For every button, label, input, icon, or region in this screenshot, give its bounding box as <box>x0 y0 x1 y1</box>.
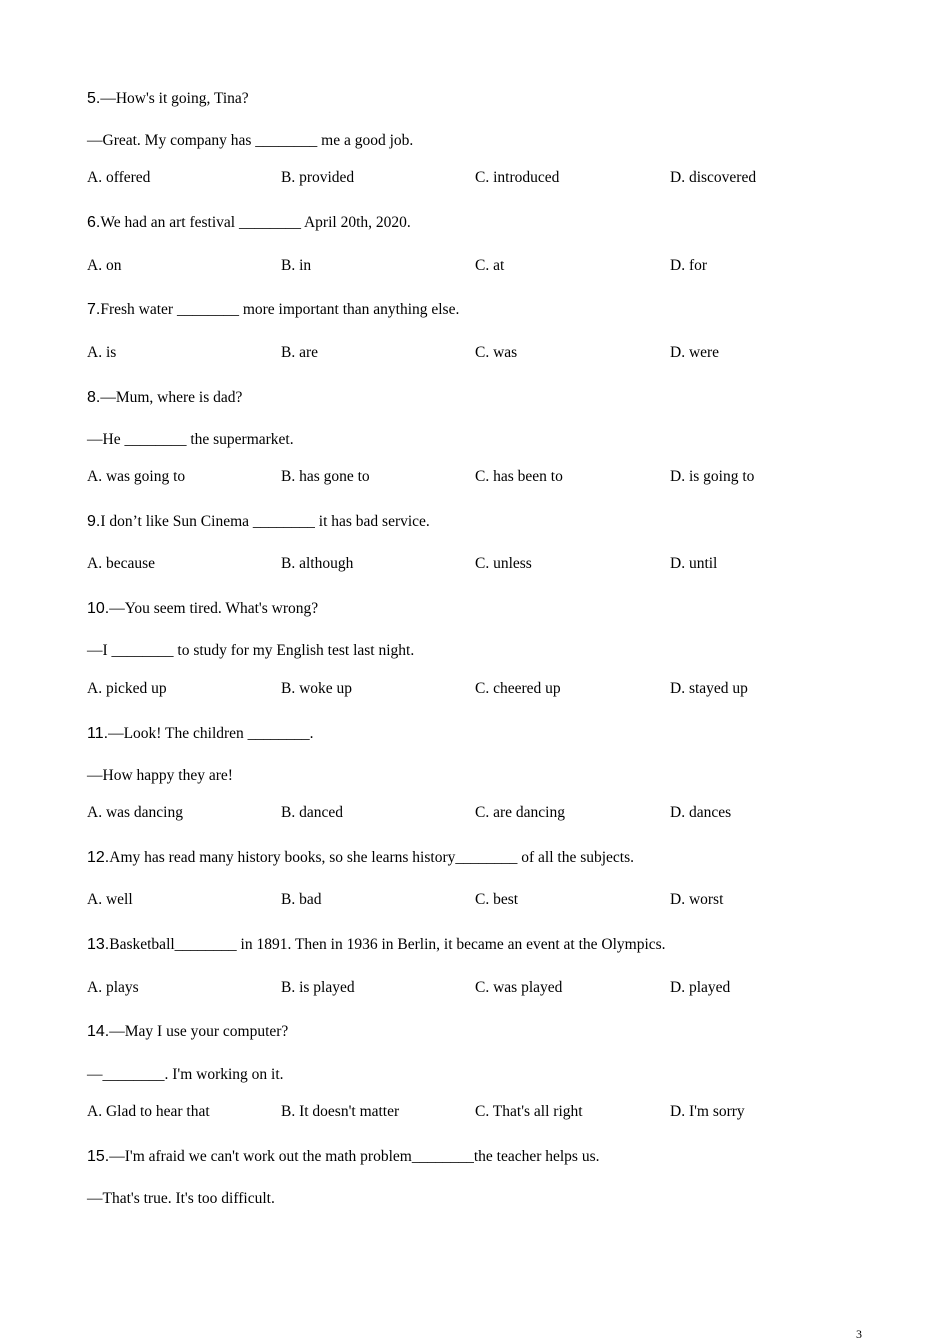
option-c: C. has been to <box>475 468 563 485</box>
question-text: —I'm afraid we can't work out the math problem________the teacher helps us. <box>109 1148 600 1165</box>
question-5-stem <box>87 89 249 109</box>
question-13-stem <box>87 935 666 955</box>
question-number: 11. <box>87 725 109 742</box>
option-d: D. I'm sorry <box>670 1103 745 1120</box>
question-7-stem <box>87 300 459 320</box>
option-d: D. for <box>670 257 708 274</box>
question-8-options <box>87 467 887 487</box>
option-d: D. worst <box>670 891 724 908</box>
question-7-options <box>87 343 887 363</box>
option-d: D. stayed up <box>670 680 748 697</box>
question-text: Amy has read many history books, so she learns history________ of all the subjects. <box>109 849 635 866</box>
question-text: We had an art festival ________ April 20th, 2020. <box>100 214 411 231</box>
option-d: D. is going to <box>670 468 755 485</box>
question-14-options <box>87 1102 887 1122</box>
option-a: A. offered <box>87 169 151 186</box>
option-d: D. dances <box>670 804 732 821</box>
question-12-stem <box>87 848 634 868</box>
question-5-response: —Great. My company has ________ me a good job. <box>87 132 414 149</box>
option-c: C. best <box>475 891 519 908</box>
option-a: A. was dancing <box>87 804 183 821</box>
question-number: 8. <box>87 389 101 406</box>
question-15-response: —That's true. It's too difficult. <box>87 1190 275 1207</box>
question-9-stem <box>87 512 430 532</box>
question-text: —You seem tired. What's wrong? <box>109 600 319 617</box>
question-5-options <box>87 168 887 188</box>
question-8-stem <box>87 388 242 408</box>
question-8-response: —He ________ the supermarket. <box>87 431 294 448</box>
page-number: 3 <box>856 1327 862 1341</box>
question-9-options <box>87 554 887 574</box>
question-14-response: —________. I'm working on it. <box>87 1066 284 1083</box>
question-11-options <box>87 803 887 823</box>
option-c: C. was played <box>475 979 563 996</box>
option-d: D. played <box>670 979 731 996</box>
question-number: 7. <box>87 301 101 318</box>
option-a: A. Glad to hear that <box>87 1103 210 1120</box>
option-c: C. at <box>475 257 505 274</box>
option-c: C. unless <box>475 555 532 572</box>
option-b: B. bad <box>281 891 322 908</box>
question-13-options <box>87 978 887 998</box>
option-b: B. danced <box>281 804 343 821</box>
option-d: D. were <box>670 344 720 361</box>
option-a: A. because <box>87 555 155 572</box>
option-c: C. are dancing <box>475 804 565 821</box>
question-number: 9. <box>87 513 101 530</box>
question-number: 5. <box>87 90 101 107</box>
option-c: C. introduced <box>475 169 560 186</box>
option-d: D. discovered <box>670 169 757 186</box>
option-d: D. until <box>670 555 718 572</box>
option-a: A. on <box>87 257 122 274</box>
question-11-response: —How happy they are! <box>87 767 233 784</box>
question-15-stem <box>87 1147 600 1167</box>
question-number: 10. <box>87 600 110 617</box>
question-text: —May I use your computer? <box>109 1023 289 1040</box>
question-11-stem <box>87 724 314 744</box>
question-number: 14. <box>87 1023 110 1040</box>
option-a: A. picked up <box>87 680 167 697</box>
question-10-response: —I ________ to study for my English test last night. <box>87 642 415 659</box>
question-text: —Look! The children ________. <box>108 725 314 742</box>
question-6-options <box>87 256 887 276</box>
option-b: B. has gone to <box>281 468 370 485</box>
option-c: C. cheered up <box>475 680 561 697</box>
option-b: B. woke up <box>281 680 353 697</box>
option-c: C. That's all right <box>475 1103 583 1120</box>
question-text: I don’t like Sun Cinema ________ it has bad service. <box>100 513 430 530</box>
question-text: —How's it going, Tina? <box>100 90 249 107</box>
question-text: —Mum, where is dad? <box>100 389 243 406</box>
option-a: A. well <box>87 891 133 908</box>
option-a: A. plays <box>87 979 139 996</box>
question-10-stem <box>87 599 318 619</box>
question-14-stem <box>87 1022 288 1042</box>
question-text: Basketball________ in 1891. Then in 1936 in Berlin, it became an event at the Olympics. <box>109 936 666 953</box>
question-number: 12. <box>87 849 110 866</box>
option-b: B. in <box>281 257 312 274</box>
option-a: A. was going to <box>87 468 186 485</box>
option-b: B. are <box>281 344 319 361</box>
option-a: A. is <box>87 344 117 361</box>
option-c: C. was <box>475 344 518 361</box>
option-b: B. although <box>281 555 354 572</box>
question-number: 13. <box>87 936 110 953</box>
question-12-options <box>87 890 887 910</box>
question-number: 15. <box>87 1148 110 1165</box>
option-b: B. provided <box>281 169 355 186</box>
option-b: B. It doesn't matter <box>281 1103 400 1120</box>
question-number: 6. <box>87 214 101 231</box>
question-text: Fresh water ________ more important than anything else. <box>100 301 460 318</box>
question-6-stem <box>87 213 411 233</box>
option-b: B. is played <box>281 979 355 996</box>
question-10-options <box>87 679 887 699</box>
